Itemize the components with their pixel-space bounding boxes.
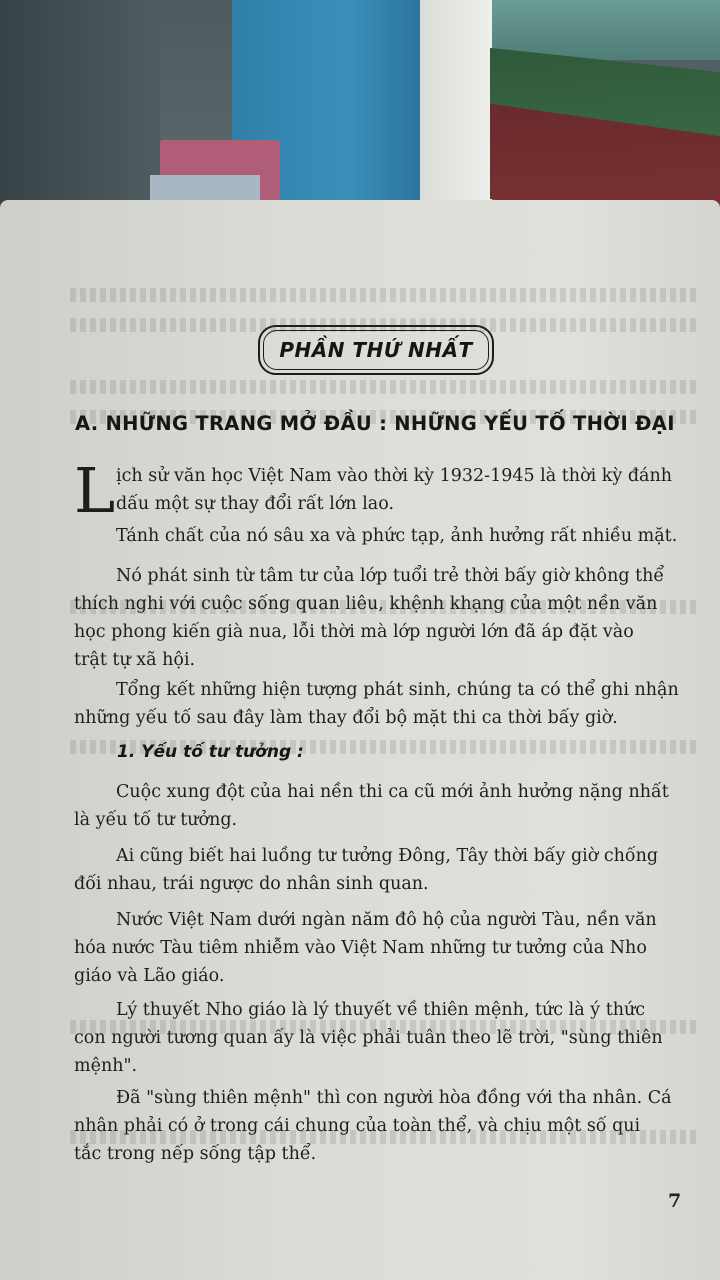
text-line: Lý thuyết Nho giáo là lý thuyết về thiên mệnh, tức là ý thức [116,1000,646,1020]
text-line: mệnh". [74,1056,138,1076]
text-line: hóa nước Tàu tiêm nhiễm vào Việt Nam những tư tưởng của Nho [74,938,647,958]
text-line: Ai cũng biết hai luồng tư tưởng Đông, Tây thời bấy giờ chống [116,846,659,866]
background-shadow [0,0,160,215]
text-line: những yếu tố sau đây làm thay đổi bộ mặt thi ca thời bấy giờ. [74,708,618,728]
text-line: Đã "sùng thiên mệnh" thì con người hòa đồng với tha nhân. Cá [116,1088,672,1108]
paragraph-5 [74,778,684,834]
text-line: học phong kiến già nua, lỗi thời mà lớp người lớn đã áp đặt vào [74,622,634,642]
paragraph-6 [74,842,684,898]
text-line: nhân phải có ở trong cái chung của toàn thể, và chịu một số qui [74,1116,641,1136]
text-line: Tánh chất của nó sâu xa và phức tạp, ảnh hưởng rất nhiều mặt. [116,526,678,546]
text-line: là yếu tố tư tưởng. [74,810,238,830]
drop-cap: L [74,454,116,527]
bleed-through-line [70,380,700,394]
text-line: giáo và Lão giáo. [74,966,225,986]
text-line: tắc trong nếp sống tập thể. [74,1144,317,1164]
text-line: Tổng kết những hiện tượng phát sinh, chúng ta có thể ghi nhận [116,680,679,700]
text-line: thích nghi với cuộc sống quan liêu, khệnh khạng của một nền văn [74,594,658,614]
paragraph-8 [74,996,684,1080]
section-heading: A. NHỮNG TRANG MỞ ĐẦU : NHỮNG YẾU TỐ THỜI ĐẠI [75,412,675,435]
part-title-banner [258,325,494,375]
text-line: dấu một sự thay đổi rất lớn lao. [116,494,395,514]
text-line: đối nhau, trái ngược do nhân sinh quan. [74,874,429,894]
text-line: Cuộc xung đột của hai nền thi ca cũ mới ảnh hưởng nặng nhất [116,782,669,802]
page-number: 7 [668,1190,682,1212]
text-line: ịch sử văn học Việt Nam vào thời kỳ 1932-1945 là thời kỳ đánh [116,466,672,486]
text-line: con người tương quan ấy là việc phải tuân theo lẽ trời, "sùng thiên [74,1028,663,1048]
paragraph-3 [74,562,684,674]
bleed-through-line [70,288,700,302]
part-title: PHẦN THỨ NHẤT [279,338,473,362]
text-line: trật tự xã hội. [74,650,196,670]
subsection-heading: 1. Yếu tố tư tưởng : [117,742,304,762]
background-book-white [420,0,492,215]
text-line: Nó phát sinh từ tâm tư của lớp tuổi trẻ thời bấy giờ không thể [116,566,665,586]
paragraph-2 [116,522,720,550]
paragraph-1 [116,462,686,518]
text-line: Nước Việt Nam dưới ngàn năm đô hộ của người Tàu, nền văn [116,910,657,930]
paragraph-9 [74,1084,684,1168]
paragraph-4 [74,676,684,732]
paragraph-7 [74,906,684,990]
